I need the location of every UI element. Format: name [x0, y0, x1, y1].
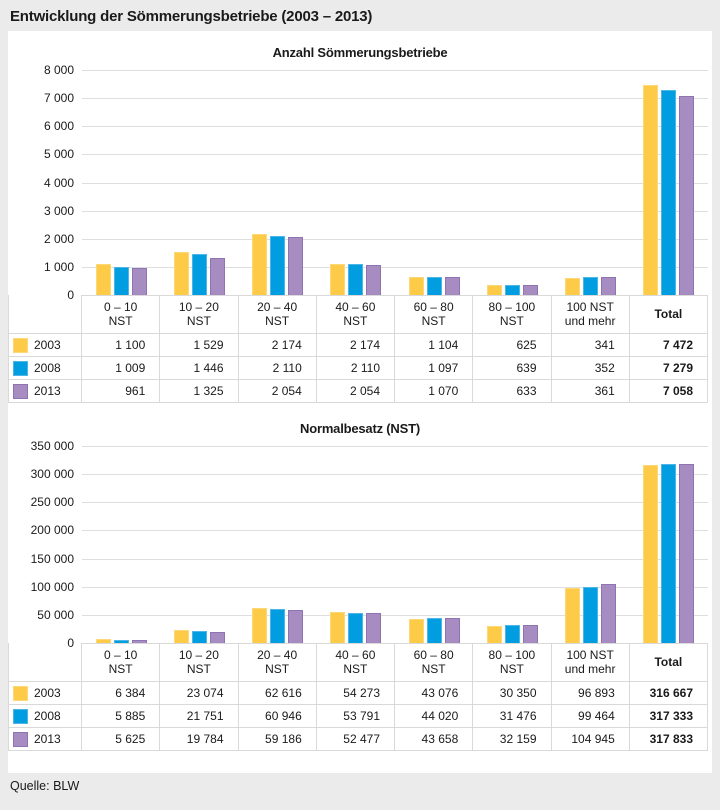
bar-group	[317, 70, 395, 295]
table-cell: 2 054	[317, 379, 395, 402]
column-header	[630, 643, 708, 681]
y-tick-label: 0	[67, 636, 74, 650]
bar-2008	[192, 631, 207, 643]
plot-area	[82, 446, 708, 643]
y-tick-label: 250 000	[30, 495, 74, 509]
column-header	[395, 643, 473, 681]
table-cell: 2 110	[239, 356, 317, 379]
table-cell: 43 658	[395, 727, 473, 750]
column-header	[160, 643, 238, 681]
column-header-line1: 60 – 80	[413, 300, 454, 315]
bar-group	[552, 70, 630, 295]
legend-swatch-2008	[13, 361, 28, 376]
page-header	[0, 0, 720, 31]
column-header-line2: NST	[186, 661, 211, 676]
y-tick-label: 2 000	[43, 232, 74, 246]
table-cell: 5 625	[82, 727, 160, 750]
y-tick-label: 5 000	[43, 147, 74, 161]
bar-2003	[174, 630, 189, 643]
legend-swatch-2013	[13, 732, 28, 747]
table-cell: 1 100	[82, 333, 160, 356]
table-cell: 32 159	[473, 727, 551, 750]
y-tick-label: 300 000	[30, 467, 74, 481]
table-cell: 59 186	[239, 727, 317, 750]
chart-section-anzahl-betriebe	[8, 45, 712, 403]
bar-2003	[487, 626, 502, 643]
table-cell: 2 174	[317, 333, 395, 356]
legend-year: 2008	[34, 709, 61, 723]
table-cell-total: 317 833	[630, 727, 708, 750]
bar-2003	[96, 264, 111, 295]
bar-2013	[601, 277, 616, 295]
table-cell: 5 885	[82, 704, 160, 727]
table-cell: 96 893	[552, 681, 630, 704]
table-cell: 6 384	[82, 681, 160, 704]
column-header-line1: 20 – 40	[257, 300, 298, 315]
bar-2008	[270, 609, 285, 643]
legend-year: 2003	[34, 686, 61, 700]
bar-2003	[96, 639, 111, 643]
report-panel	[8, 31, 712, 773]
column-header-line1: 0 – 10	[103, 648, 138, 663]
bar-2013	[288, 610, 303, 643]
bar-chart-normalbesatz	[8, 439, 708, 650]
bar-group	[82, 446, 160, 643]
y-tick-label: 0	[67, 288, 74, 302]
table-cell-total: 7 472	[630, 333, 708, 356]
y-tick-label: 1 000	[43, 260, 74, 274]
y-tick-label: 8 000	[43, 63, 74, 77]
table-cell: 352	[552, 356, 630, 379]
bar-2003	[643, 465, 658, 643]
column-header-line2: NST	[343, 661, 368, 676]
column-header-line1: 80 – 100	[488, 300, 536, 315]
bar-2013	[523, 285, 538, 295]
column-header-line1: 100 NST	[566, 648, 614, 663]
table-cell: 2 110	[317, 356, 395, 379]
legend-year: 2013	[34, 732, 61, 746]
y-tick-label: 150 000	[30, 552, 74, 566]
y-tick-label: 6 000	[43, 119, 74, 133]
bar-2013	[366, 613, 381, 643]
bar-2008	[661, 90, 676, 295]
bar-2008	[348, 613, 363, 643]
table-cell: 62 616	[239, 681, 317, 704]
column-header	[317, 643, 395, 681]
column-header-line2: und mehr	[564, 661, 616, 676]
table-cell: 2 174	[239, 333, 317, 356]
table-cell: 1 104	[395, 333, 473, 356]
bar-groups	[82, 70, 708, 295]
column-header-line1: 20 – 40	[257, 648, 298, 663]
chart-section-normalbesatz	[8, 421, 712, 751]
column-header	[82, 295, 160, 333]
table-cell: 1 325	[160, 379, 238, 402]
table-cell: 1 529	[160, 333, 238, 356]
bar-2008	[192, 254, 207, 295]
bar-2003	[330, 264, 345, 295]
bar-2003	[252, 234, 267, 295]
table-cell: 21 751	[160, 704, 238, 727]
data-table-normalbesatz	[8, 643, 708, 751]
table-cell: 60 946	[239, 704, 317, 727]
column-header-line2: NST	[499, 661, 524, 676]
column-header-line1: 40 – 60	[335, 300, 376, 315]
table-cell: 43 076	[395, 681, 473, 704]
column-header-line1: Total	[654, 654, 683, 669]
bar-group	[239, 70, 317, 295]
chart-title: Normalbesatz (NST)	[300, 421, 420, 436]
table-cell: 1 009	[82, 356, 160, 379]
column-header	[552, 295, 630, 333]
table-cell: 23 074	[160, 681, 238, 704]
column-header-line2: NST	[265, 313, 290, 328]
column-header	[82, 643, 160, 681]
legend-cell	[8, 333, 82, 356]
legend-swatch-2003	[13, 686, 28, 701]
bar-2013	[679, 96, 694, 295]
column-header-line1: 10 – 20	[178, 648, 219, 663]
bar-2003	[643, 85, 658, 295]
bar-2013	[288, 237, 303, 295]
table-cell: 99 464	[552, 704, 630, 727]
table-cell: 625	[473, 333, 551, 356]
column-header-line1: 40 – 60	[335, 648, 376, 663]
column-header-line1: 0 – 10	[103, 300, 138, 315]
bar-2003	[252, 608, 267, 643]
bar-2008	[114, 267, 129, 295]
table-cell: 30 350	[473, 681, 551, 704]
bar-group	[317, 446, 395, 643]
table-cell: 19 784	[160, 727, 238, 750]
legend-swatch-2008	[13, 709, 28, 724]
table-cell: 633	[473, 379, 551, 402]
y-tick-label: 350 000	[30, 439, 74, 453]
table-cell: 31 476	[473, 704, 551, 727]
bar-2008	[661, 464, 676, 643]
column-header	[317, 295, 395, 333]
bar-group	[395, 446, 473, 643]
page-footer	[0, 773, 720, 793]
bar-2008	[583, 587, 598, 643]
bar-2003	[487, 285, 502, 295]
table-cell: 44 020	[395, 704, 473, 727]
column-header-line1: 10 – 20	[178, 300, 219, 315]
chart-title: Anzahl Sömmerungsbetriebe	[272, 45, 448, 60]
bar-2003	[409, 277, 424, 295]
column-header-line2: NST	[108, 661, 133, 676]
table-cell: 1 097	[395, 356, 473, 379]
y-tick-label: 50 000	[37, 608, 74, 622]
legend-year: 2008	[34, 361, 61, 375]
legend-year: 2003	[34, 338, 61, 352]
bar-2013	[601, 584, 616, 643]
column-header-line2: NST	[499, 313, 524, 328]
bar-group	[160, 70, 238, 295]
table-cell: 1 446	[160, 356, 238, 379]
bar-2008	[583, 277, 598, 295]
source-note: Quelle: BLW	[10, 779, 80, 793]
bar-2008	[270, 236, 285, 295]
table-cell: 2 054	[239, 379, 317, 402]
table-cell: 961	[82, 379, 160, 402]
column-header-line1: 80 – 100	[488, 648, 536, 663]
bar-group	[239, 446, 317, 643]
y-tick-label: 4 000	[43, 176, 74, 190]
legend-cell	[8, 356, 82, 379]
bar-group	[630, 446, 708, 643]
column-header-line2: und mehr	[564, 313, 616, 328]
table-cell: 1 070	[395, 379, 473, 402]
table-cell: 53 791	[317, 704, 395, 727]
column-header-line2: NST	[108, 313, 133, 328]
column-header-line2: NST	[186, 313, 211, 328]
legend-cell	[8, 704, 82, 727]
column-header-line2: NST	[343, 313, 368, 328]
bar-groups	[82, 446, 708, 643]
column-header-line2: NST	[265, 661, 290, 676]
bar-2008	[427, 277, 442, 295]
bar-2008	[505, 625, 520, 643]
bar-2008	[114, 640, 129, 643]
legend-cell	[8, 681, 82, 704]
bar-group	[473, 446, 551, 643]
legend-cell	[8, 379, 82, 402]
column-header	[552, 643, 630, 681]
column-header-line1: 100 NST	[566, 300, 614, 315]
table-cell: 639	[473, 356, 551, 379]
bar-2013	[445, 277, 460, 295]
bar-2013	[445, 618, 460, 643]
table-cell-total: 7 279	[630, 356, 708, 379]
bar-2013	[210, 632, 225, 643]
table-cell: 341	[552, 333, 630, 356]
table-cell-total: 317 333	[630, 704, 708, 727]
bar-2003	[565, 278, 580, 295]
bar-group	[552, 446, 630, 643]
table-cell: 361	[552, 379, 630, 402]
table-cell: 52 477	[317, 727, 395, 750]
y-tick-label: 200 000	[30, 523, 74, 537]
bar-2013	[679, 464, 694, 643]
column-header-line2: NST	[421, 661, 446, 676]
column-header	[473, 643, 551, 681]
column-header	[630, 295, 708, 333]
column-header-line1: 60 – 80	[413, 648, 454, 663]
data-table-anzahl-betriebe	[8, 295, 708, 403]
bar-2008	[505, 285, 520, 295]
bar-chart-anzahl-betriebe	[8, 63, 708, 302]
table-cell-total: 7 058	[630, 379, 708, 402]
column-header	[239, 643, 317, 681]
legend-swatch-2003	[13, 338, 28, 353]
bar-group	[82, 70, 160, 295]
bar-2013	[132, 268, 147, 295]
bar-group	[395, 70, 473, 295]
legend-cell	[8, 727, 82, 750]
bar-2013	[366, 265, 381, 295]
bar-2013	[210, 258, 225, 295]
table-cell: 54 273	[317, 681, 395, 704]
bar-2008	[427, 618, 442, 643]
bar-2003	[330, 612, 345, 643]
column-header	[395, 295, 473, 333]
column-header	[239, 295, 317, 333]
bar-group	[630, 70, 708, 295]
column-header-line1: Total	[654, 306, 683, 321]
page-title: Entwicklung der Sömmerungsbetriebe (2003 – 2013)	[10, 8, 373, 25]
column-header	[160, 295, 238, 333]
bar-2013	[132, 640, 147, 643]
y-tick-label: 3 000	[43, 204, 74, 218]
bar-group	[160, 446, 238, 643]
bar-2008	[348, 264, 363, 295]
column-header-line2: NST	[421, 313, 446, 328]
column-header	[473, 295, 551, 333]
bar-2003	[409, 619, 424, 643]
table-cell: 104 945	[552, 727, 630, 750]
legend-year: 2013	[34, 384, 61, 398]
bar-2003	[565, 588, 580, 643]
bar-2013	[523, 625, 538, 643]
legend-swatch-2013	[13, 384, 28, 399]
plot-area	[82, 70, 708, 295]
bar-group	[473, 70, 551, 295]
bar-2003	[174, 252, 189, 295]
table-cell-total: 316 667	[630, 681, 708, 704]
y-tick-label: 7 000	[43, 91, 74, 105]
y-tick-label: 100 000	[30, 580, 74, 594]
